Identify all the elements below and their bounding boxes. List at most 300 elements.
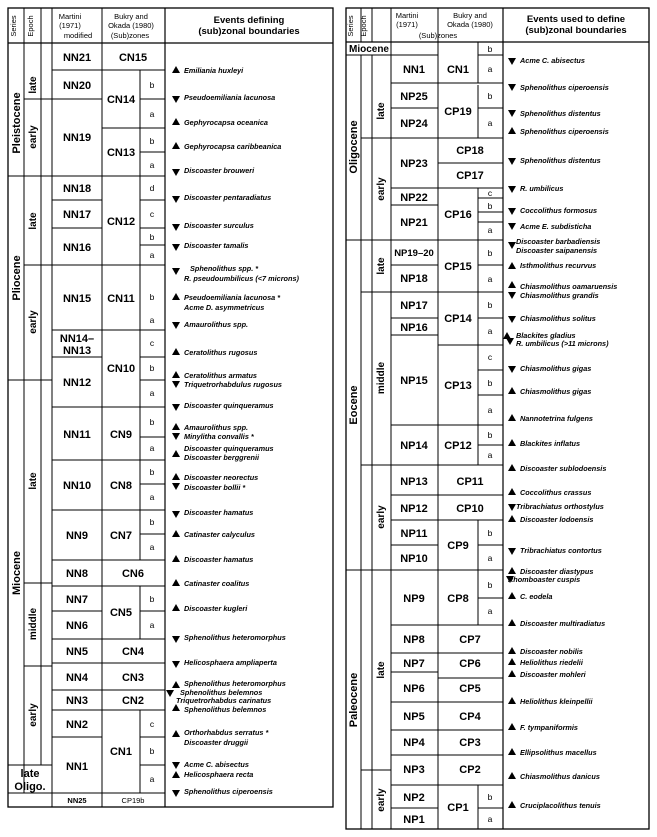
event-label: Discoaster pentaradiatus bbox=[184, 193, 272, 202]
zone-nn13: NN13 bbox=[62, 345, 92, 357]
event-label: Catinaster calyculus bbox=[184, 530, 255, 539]
last-occurrence-marker bbox=[508, 292, 516, 299]
subzone-cn12b: b bbox=[149, 232, 155, 242]
zone-cn1: CN1 bbox=[109, 746, 133, 758]
event-label: Acme C. abisectus bbox=[184, 760, 249, 769]
first-occurrence-marker bbox=[508, 723, 516, 730]
event-label: C. eodela bbox=[520, 592, 553, 601]
zone-cp16: CP16 bbox=[444, 209, 472, 221]
first-occurrence-marker bbox=[172, 371, 180, 378]
subzone-cn12a: a bbox=[149, 250, 155, 260]
zone-np16: NP16 bbox=[400, 322, 428, 334]
zone-np15: NP15 bbox=[400, 375, 428, 387]
zone-nn1: NN1 bbox=[65, 761, 89, 773]
zone-nn21: NN21 bbox=[62, 52, 92, 64]
event-label: Pseudoemiliania lacunosa bbox=[184, 93, 276, 102]
zone-nn16: NN16 bbox=[62, 242, 92, 254]
event-label: Gephyrocapsa oceanica bbox=[184, 118, 268, 127]
event-label: Coccolithus crassus bbox=[520, 488, 592, 497]
zone-cp14: CP14 bbox=[444, 313, 472, 325]
first-occurrence-marker bbox=[172, 771, 180, 778]
epoch-miocene-early: early bbox=[28, 703, 39, 727]
last-occurrence-marker bbox=[172, 169, 180, 176]
series-pleistocene: Pleistocene bbox=[11, 92, 23, 154]
zone-nn2: NN2 bbox=[65, 719, 89, 731]
subzone-cn13b: b bbox=[149, 136, 155, 146]
event-label: Discoaster kugleri bbox=[184, 604, 248, 613]
subzone-cn11b: b bbox=[149, 292, 155, 302]
zone-nn14: NN14– bbox=[59, 333, 95, 345]
subzone-cp19a: a bbox=[487, 118, 493, 128]
epoch-pleistocene-early: early bbox=[28, 125, 39, 149]
event-label: Discoaster mohleri bbox=[520, 670, 586, 679]
first-occurrence-marker bbox=[172, 579, 180, 586]
event-label: Acme E. subdisticha bbox=[520, 222, 592, 231]
first-occurrence-marker bbox=[508, 658, 516, 665]
last-occurrence-marker bbox=[508, 186, 516, 193]
subzone-cp12a: a bbox=[487, 450, 493, 460]
zone-cp10: CP10 bbox=[456, 503, 484, 515]
zone-nn9: NN9 bbox=[65, 530, 89, 542]
subzone-cn10a: a bbox=[149, 388, 155, 398]
event-label: Discoaster surculus bbox=[184, 221, 254, 230]
event-label: Minylitha convallis * bbox=[184, 432, 254, 441]
first-occurrence-marker bbox=[172, 555, 180, 562]
subzone-cn8a: a bbox=[149, 492, 155, 502]
last-occurrence-marker bbox=[166, 690, 174, 697]
epoch-pleistocene-late: late bbox=[28, 76, 39, 94]
event-label: R. umbilicus bbox=[520, 184, 564, 193]
epoch-eocene-middle: middle bbox=[376, 361, 387, 395]
first-occurrence-marker bbox=[508, 464, 516, 471]
last-occurrence-marker bbox=[508, 158, 516, 165]
zone-np12: NP12 bbox=[400, 503, 428, 515]
event-label: Sphenolithus heteromorphus bbox=[184, 633, 286, 642]
first-occurrence-marker bbox=[172, 66, 180, 73]
subzone-cn1a: a bbox=[149, 774, 155, 784]
first-occurrence-marker bbox=[508, 515, 516, 522]
last-occurrence-marker bbox=[172, 762, 180, 769]
last-occurrence-marker bbox=[508, 110, 516, 117]
last-occurrence-marker bbox=[172, 790, 180, 797]
zone-cn9: CN9 bbox=[109, 429, 133, 441]
zone-np3: NP3 bbox=[403, 764, 425, 776]
event-label: Discoaster bollii * bbox=[184, 483, 246, 492]
epoch-pliocene-early: early bbox=[28, 310, 39, 334]
left-header-martini: Martini bbox=[58, 12, 82, 21]
zone-cn5: CN5 bbox=[109, 607, 133, 619]
left-event-markers bbox=[166, 66, 180, 797]
event-label: Sphenolithus belemnos bbox=[184, 705, 267, 714]
event-label: Ellipsolithus macellus bbox=[520, 748, 597, 757]
zone-cn3: CN3 bbox=[121, 672, 145, 684]
subzone-cp8b: b bbox=[487, 580, 493, 590]
subzone-cp13a: a bbox=[487, 405, 493, 415]
event-label: Coccolithus formosus bbox=[520, 206, 598, 215]
event-label: Discoaster brouweri bbox=[184, 166, 255, 175]
epoch-miocene-late: late bbox=[28, 472, 39, 490]
zone-cp6: CP6 bbox=[459, 658, 481, 670]
zone-np23: NP23 bbox=[400, 158, 428, 170]
right-header-bukry-year: Okada (1980) bbox=[447, 20, 493, 29]
event-label: Heliolithus kleinpellii bbox=[520, 697, 593, 706]
subzone-cp15a: a bbox=[487, 274, 493, 284]
zone-np11: NP11 bbox=[400, 528, 428, 540]
event-label: Discoaster quinqueramus bbox=[184, 401, 274, 410]
event-label: Discoaster barbadiensis bbox=[516, 237, 601, 246]
epoch-paleocene-late: late bbox=[376, 661, 387, 679]
event-label: Tribrachiatus contortus bbox=[520, 546, 602, 555]
zone-cn7: CN7 bbox=[109, 530, 133, 542]
zone-nn11: NN11 bbox=[63, 429, 91, 441]
zone-nn5: NN5 bbox=[65, 646, 89, 658]
last-occurrence-marker bbox=[172, 244, 180, 251]
first-occurrence-marker bbox=[172, 423, 180, 430]
zone-cn2: CN2 bbox=[121, 695, 145, 707]
epoch-paleocene-early: early bbox=[376, 788, 387, 812]
subzone-cn1b-right: b bbox=[487, 44, 493, 54]
zone-np13: NP13 bbox=[400, 476, 428, 488]
right-header-events: Events used to define bbox=[526, 14, 626, 25]
subzone-cn10b: b bbox=[149, 363, 155, 373]
subzone-cp14a: a bbox=[487, 326, 493, 336]
subzone-cn12c: c bbox=[149, 209, 155, 219]
event-label: Ceratolithus rugosus bbox=[184, 348, 258, 357]
zone-np9: NP9 bbox=[403, 593, 425, 605]
last-occurrence-marker bbox=[508, 548, 516, 555]
first-occurrence-marker bbox=[508, 697, 516, 704]
zone-cn12: CN12 bbox=[106, 216, 136, 228]
zone-nn4: NN4 bbox=[65, 672, 89, 684]
zone-cp9: CP9 bbox=[447, 540, 469, 552]
event-label: Discoaster diastypus bbox=[520, 567, 594, 576]
zone-cp13: CP13 bbox=[444, 380, 472, 392]
zone-cp19: CP19 bbox=[444, 106, 472, 118]
zone-nn3: NN3 bbox=[65, 695, 89, 707]
event-label: Catinaster coalitus bbox=[184, 579, 250, 588]
first-occurrence-marker bbox=[503, 332, 511, 339]
first-occurrence-marker bbox=[508, 127, 516, 134]
event-label: Discoaster nobilis bbox=[520, 647, 583, 656]
left-header-modified: modified bbox=[63, 31, 93, 40]
zone-cn13: CN13 bbox=[106, 147, 136, 159]
zone-np4: NP4 bbox=[403, 737, 425, 749]
zone-np21: NP21 bbox=[400, 217, 428, 229]
first-occurrence-marker bbox=[172, 681, 180, 688]
series-miocene-right: Miocene bbox=[348, 44, 390, 55]
subzone-cn7b: b bbox=[149, 517, 155, 527]
first-occurrence-marker bbox=[508, 439, 516, 446]
zone-nn25: NN25 bbox=[67, 796, 87, 805]
first-occurrence-marker bbox=[172, 730, 180, 737]
last-occurrence-marker bbox=[508, 504, 516, 511]
first-occurrence-marker bbox=[172, 348, 180, 355]
event-label: Emiliania huxleyi bbox=[184, 66, 244, 75]
zone-np7: NP7 bbox=[403, 658, 425, 670]
epoch-eocene-early: early bbox=[376, 505, 387, 529]
zone-nn19: NN19 bbox=[62, 132, 92, 144]
epoch-pliocene-late: late bbox=[28, 212, 39, 230]
zone-cn4: CN4 bbox=[121, 646, 145, 658]
zone-np10: NP10 bbox=[400, 553, 428, 565]
zone-np25: NP25 bbox=[400, 91, 428, 103]
zone-cn10: CN10 bbox=[106, 363, 136, 375]
first-occurrence-marker bbox=[508, 488, 516, 495]
subzone-cp16c: c bbox=[487, 188, 493, 198]
first-occurrence-marker bbox=[172, 450, 180, 457]
series-late-oligocene: late bbox=[20, 768, 40, 780]
subzone-cn8b: b bbox=[149, 467, 155, 477]
zone-cn14: CN14 bbox=[106, 94, 136, 106]
event-label: Discoaster quinqueramus bbox=[184, 444, 274, 453]
first-occurrence-marker bbox=[172, 704, 180, 711]
event-label: Ceratolithus armatus bbox=[184, 371, 257, 380]
right-header-series: Series bbox=[346, 15, 355, 37]
subzone-cn14a: a bbox=[149, 109, 155, 119]
zone-np17: NP17 bbox=[400, 300, 428, 312]
event-label: Orthorhabdus serratus * bbox=[184, 728, 269, 737]
zone-nn18: NN18 bbox=[62, 183, 92, 195]
event-label: Chiasmolithus gigas bbox=[520, 364, 592, 373]
zone-cp12: CP12 bbox=[444, 440, 472, 452]
subzone-cp16a: a bbox=[487, 225, 493, 235]
zone-cp1: CP1 bbox=[447, 802, 469, 814]
zone-cp2: CP2 bbox=[459, 764, 481, 776]
zone-np14: NP14 bbox=[400, 440, 428, 452]
first-occurrence-marker bbox=[508, 801, 516, 808]
last-occurrence-marker bbox=[508, 316, 516, 323]
left-header-epoch: Epoch bbox=[26, 15, 35, 37]
event-label: Tribrachiatus orthostylus bbox=[516, 502, 604, 511]
zone-np22: NP22 bbox=[400, 192, 428, 204]
zone-cn15: CN15 bbox=[118, 52, 148, 64]
last-occurrence-marker bbox=[172, 404, 180, 411]
last-occurrence-marker bbox=[172, 483, 180, 490]
series-pliocene: Pliocene bbox=[11, 255, 23, 301]
first-occurrence-marker bbox=[508, 592, 516, 599]
first-occurrence-marker bbox=[172, 118, 180, 125]
subzone-cp13c: c bbox=[487, 352, 493, 362]
zone-np6: NP6 bbox=[403, 683, 425, 695]
event-label: Nannotetrina fulgens bbox=[520, 414, 593, 423]
subzone-cp19b: b bbox=[487, 91, 493, 101]
event-label: Triquetrorhabdulus rugosus bbox=[184, 380, 282, 389]
first-occurrence-marker bbox=[508, 281, 516, 288]
zone-np8: NP8 bbox=[403, 634, 425, 646]
subzone-cn12d: d bbox=[149, 183, 155, 193]
event-label: Discoaster neorectus bbox=[184, 473, 259, 482]
zone-nn6: NN6 bbox=[65, 620, 89, 632]
subzone-cp12b: b bbox=[487, 430, 493, 440]
subzone-cp16b: b bbox=[487, 201, 493, 211]
left-header-bukry-year: Okada (1980) bbox=[108, 21, 154, 30]
subzone-cp8a: a bbox=[487, 606, 493, 616]
subzone-cn10c: c bbox=[149, 338, 155, 348]
event-label: Acme C. abisectus bbox=[520, 56, 585, 65]
event-label: Discoaster berggrenii bbox=[184, 453, 260, 462]
zone-np2: NP2 bbox=[403, 792, 425, 804]
event-label: Blackites gladius bbox=[516, 331, 576, 340]
zone-nn17: NN17 bbox=[62, 209, 92, 221]
last-occurrence-marker bbox=[172, 224, 180, 231]
event-label: Helicosphaera recta bbox=[184, 770, 254, 779]
zone-cp5: CP5 bbox=[459, 683, 481, 695]
zone-nn8: NN8 bbox=[65, 568, 89, 580]
first-occurrence-marker bbox=[508, 647, 516, 654]
right-header-martini: Martini bbox=[395, 11, 419, 20]
epoch-oligocene-early: early bbox=[376, 177, 387, 201]
first-occurrence-marker bbox=[508, 748, 516, 755]
event-label: Discoaster hamatus bbox=[184, 508, 254, 517]
event-label: Cruciplacolithus tenuis bbox=[520, 801, 601, 810]
event-label: Gephyrocapsa caribbeanica bbox=[184, 142, 282, 151]
left-header-events: Events defining bbox=[213, 15, 285, 26]
series-oligocene-abbr: Oligo. bbox=[14, 781, 46, 793]
subzone-cn1c: c bbox=[149, 719, 155, 729]
event-label: Chiasmolithus danicus bbox=[520, 772, 600, 781]
subzone-cn11a: a bbox=[149, 315, 155, 325]
last-occurrence-marker bbox=[172, 322, 180, 329]
last-occurrence-marker bbox=[172, 96, 180, 103]
last-occurrence-marker bbox=[508, 58, 516, 65]
epoch-oligocene-late: late bbox=[376, 102, 387, 120]
event-label: Amaurolithus spp. bbox=[184, 423, 249, 432]
zone-cp17: CP17 bbox=[456, 170, 484, 182]
event-label: Discoaster tamalis bbox=[184, 241, 249, 250]
event-label: Chiasmolithus solitus bbox=[520, 314, 596, 323]
subzone-cp1a: a bbox=[487, 814, 493, 824]
right-header-martini-year: (1971) bbox=[396, 20, 418, 29]
subzone-cp14b: b bbox=[487, 300, 493, 310]
zone-nn12: NN12 bbox=[62, 377, 92, 389]
event-label: Chiasmolithus gigas bbox=[520, 387, 592, 396]
event-label: F. tympaniformis bbox=[520, 723, 578, 732]
zone-cn6: CN6 bbox=[121, 568, 145, 580]
subzone-cn13a: a bbox=[149, 160, 155, 170]
first-occurrence-marker bbox=[508, 772, 516, 779]
first-occurrence-marker bbox=[508, 262, 516, 269]
first-occurrence-marker bbox=[508, 387, 516, 394]
first-occurrence-marker bbox=[508, 414, 516, 421]
right-event-markers bbox=[503, 58, 516, 808]
zone-cp18: CP18 bbox=[456, 145, 484, 157]
zone-cp7: CP7 bbox=[459, 634, 481, 646]
zone-cn1-right: CN1 bbox=[446, 64, 470, 76]
subzone-cp15b: b bbox=[487, 248, 493, 258]
series-oligocene: Oligocene bbox=[348, 120, 360, 174]
first-occurrence-marker bbox=[172, 530, 180, 537]
event-label: Discoaster druggii bbox=[184, 738, 249, 747]
event-label: Isthmolithus recurvus bbox=[520, 261, 597, 270]
zone-cp3: CP3 bbox=[459, 737, 481, 749]
event-label: Sphenolithus ciperoensis bbox=[184, 787, 273, 796]
zone-np5: NP5 bbox=[403, 711, 425, 723]
event-label: R. pseudoumbilicus (<7 microns) bbox=[184, 274, 299, 283]
zone-cp8: CP8 bbox=[447, 593, 469, 605]
last-occurrence-marker bbox=[172, 381, 180, 388]
event-label: Sphenolithus distentus bbox=[520, 156, 601, 165]
right-header-bukry: Bukry and bbox=[453, 11, 487, 20]
zone-cp11: CP11 bbox=[456, 476, 484, 488]
last-occurrence-marker bbox=[506, 338, 514, 345]
subzone-cp9b: b bbox=[487, 528, 493, 538]
last-occurrence-marker bbox=[172, 636, 180, 643]
left-header-series: Series bbox=[9, 15, 18, 37]
event-label: Discoaster multiradiatus bbox=[520, 619, 606, 628]
last-occurrence-marker bbox=[508, 208, 516, 215]
last-occurrence-marker bbox=[172, 268, 180, 275]
event-label: R. umbilicus (>11 microns) bbox=[516, 339, 609, 348]
zone-nn7: NN7 bbox=[65, 594, 89, 606]
event-label: Helicosphaera ampliaperta bbox=[184, 658, 277, 667]
subzone-cp13b: b bbox=[487, 378, 493, 388]
subzone-cp1b: b bbox=[487, 792, 493, 802]
right-header-subzones: (Sub)zones bbox=[418, 31, 458, 40]
event-label: Discoaster saipanensis bbox=[516, 246, 598, 255]
event-label: Sphenolithus ciperoensis bbox=[520, 127, 609, 136]
subzone-cp9a: a bbox=[487, 553, 493, 563]
left-header-subzones: (Sub)zones bbox=[110, 31, 150, 40]
subzone-cn9a: a bbox=[149, 443, 155, 453]
zone-np24: NP24 bbox=[400, 118, 428, 130]
subzone-cn1a-right: a bbox=[487, 64, 493, 74]
zone-nn15: NN15 bbox=[62, 293, 92, 305]
event-label: Triquetrorhabdus carinatus bbox=[176, 696, 272, 705]
event-label: Sphenolithus heteromorphus bbox=[184, 679, 286, 688]
zone-nn20: NN20 bbox=[62, 80, 92, 92]
first-occurrence-marker bbox=[172, 293, 180, 300]
event-label: Chiasmolithus grandis bbox=[520, 291, 599, 300]
zone-nn10: NN10 bbox=[62, 480, 92, 492]
last-occurrence-marker bbox=[508, 223, 516, 230]
last-occurrence-marker bbox=[508, 366, 516, 373]
subzone-cn5b: b bbox=[149, 594, 155, 604]
zone-np1: NP1 bbox=[403, 814, 425, 826]
event-label: Discoaster sublodoensis bbox=[520, 464, 607, 473]
last-occurrence-marker bbox=[172, 511, 180, 518]
subzone-cn7a: a bbox=[149, 542, 155, 552]
subzone-cn5a: a bbox=[149, 620, 155, 630]
event-label: Sphenolithus spp. * bbox=[190, 264, 259, 273]
event-label: Sphenolithus belemnos bbox=[180, 688, 263, 697]
last-occurrence-marker bbox=[172, 433, 180, 440]
zone-np19-20: NP19–20 bbox=[394, 248, 434, 259]
last-occurrence-marker bbox=[172, 196, 180, 203]
event-label: Amaurolithus spp. bbox=[184, 320, 249, 329]
left-header-events-2: (sub)zonal boundaries bbox=[198, 26, 300, 37]
last-occurrence-marker bbox=[508, 84, 516, 91]
zone-cp15: CP15 bbox=[444, 261, 472, 273]
first-occurrence-marker bbox=[508, 619, 516, 626]
last-occurrence-marker bbox=[172, 661, 180, 668]
first-occurrence-marker bbox=[172, 604, 180, 611]
series-miocene: Miocene bbox=[11, 550, 23, 596]
event-label: Chiasmolithus oamaruensis bbox=[520, 282, 618, 291]
last-occurrence-marker bbox=[508, 242, 516, 249]
right-header-epoch: Epoch bbox=[359, 15, 368, 37]
event-label: Pseudoemiliania lacunosa * bbox=[184, 293, 281, 302]
event-label: Discoaster hamatus bbox=[184, 555, 254, 564]
subzone-cn14b: b bbox=[149, 80, 155, 90]
event-label: Sphenolithus distentus bbox=[520, 109, 601, 118]
zone-cn8: CN8 bbox=[109, 480, 133, 492]
series-paleocene: Paleocene bbox=[348, 672, 360, 728]
event-label: Heliolithus riedelii bbox=[520, 658, 583, 667]
subzone-cn1b: b bbox=[149, 746, 155, 756]
zone-np18: NP18 bbox=[400, 273, 428, 285]
zone-cp19b: CP19b bbox=[121, 796, 145, 805]
event-label: Discoaster lodoensis bbox=[520, 515, 594, 524]
